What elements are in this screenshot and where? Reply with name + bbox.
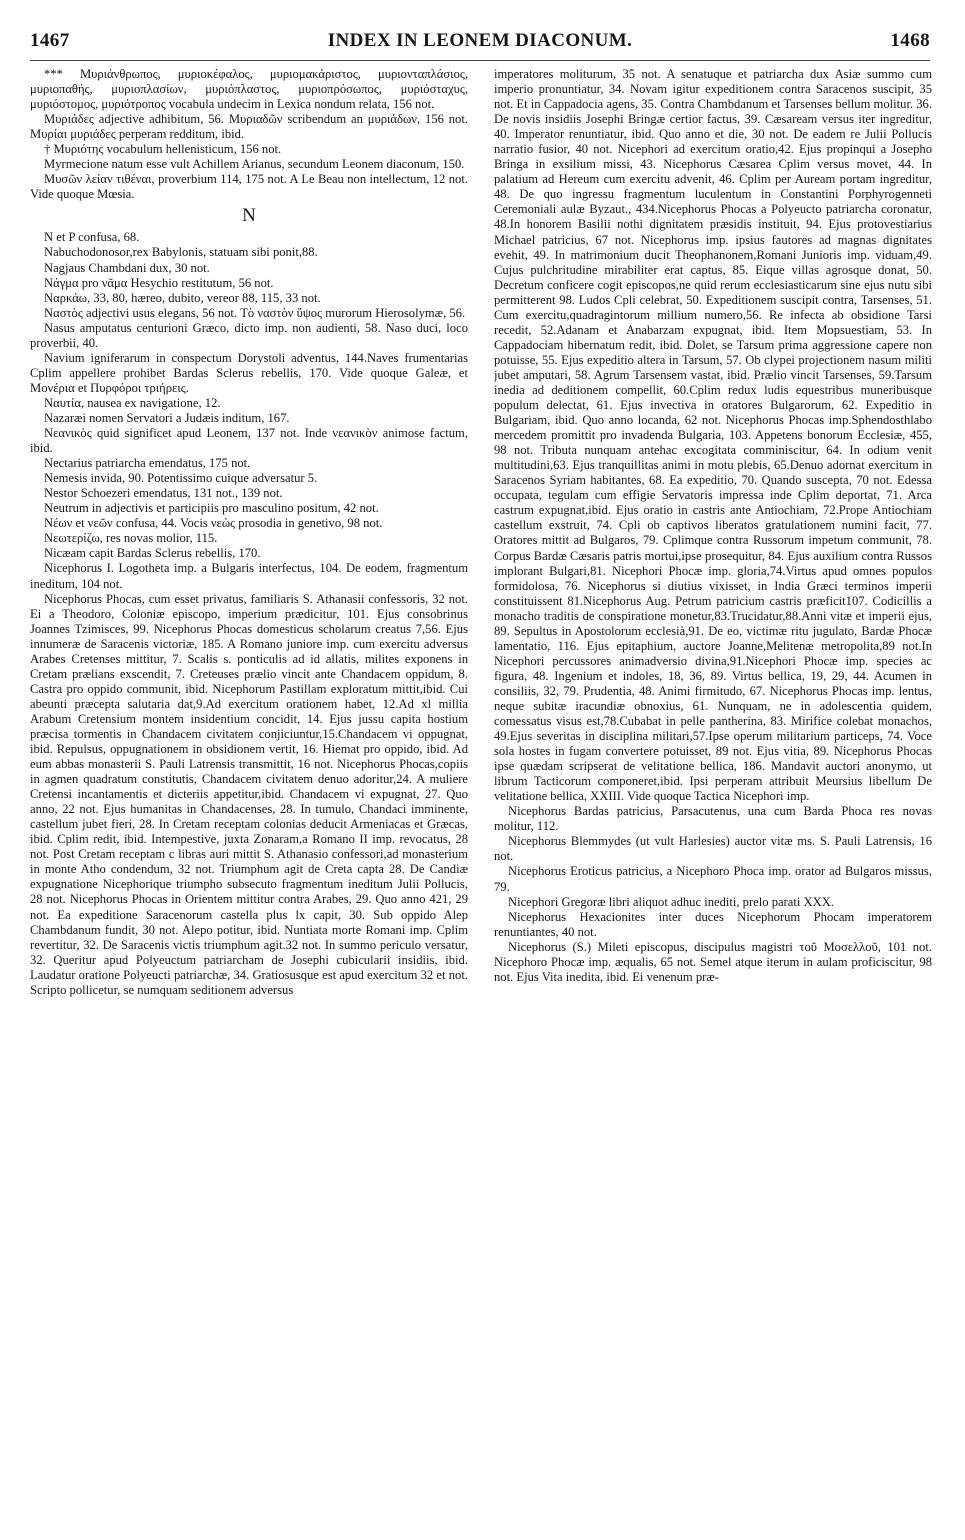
right-column [494,67,932,1527]
index-entry: Nicephorus Hexacionites inter duces Nicephorum Phocam imperatorem renuntiantes, 40 not. [494,909,932,939]
index-entry: Nicephorus Bardas patricius, Parsacutenus, una cum Barda Phoca res novas molitur, 112. [494,804,932,834]
index-entry: Ναρκάω, 33, 80, hæreo, dubito, vereor 88, 115, 33 not. [44,290,321,305]
index-entry: Navium igniferarum in conspectum Dorystoli adventus, 144.Naves frumentarias Cplim appellere prohibet Bardas Sclerus rebellis, 170. Vide quoque Galeæ, et Μονέρια et Πυρφόροι τριήρεις. [30,350,468,395]
index-entry: Μυριάδες adjective adhibitum, 56. Μυριαδῶν scribendum an μυριάδων, 156 not. Μυρίαι μυριάδες perperam redditum, ibid. [30,112,468,142]
index-entry: Μυσῶν λείαν τιθέναι, proverbium 114, 175 not. A Le Beau non intellectum, 12 not. Vide quoque Mœsia. [30,172,468,202]
index-entry: † Μυριότης vocabulum hellenisticum, 156 not. [44,142,282,157]
index-entry: Nectarius patriarcha emendatus, 175 not. [44,456,251,471]
index-entry: Nestor Schoezeri emendatus, 131 not., 139 not. [44,486,283,501]
page-number-right: 1468 [890,30,930,51]
index-entry: Ναστὸς adjectivi usus elegans, 56 not. Τὸ ναστὸν ὕψος murorum Hierosolymæ, 56. [44,305,466,320]
index-entry: *** Μυριάνθρωπος, μυριοκέφαλος, μυριομακάριστος, μυριονταπλάσιος, μυριοπαθής, μυριοπλασίων, μυριόπλαστος, μυριοπρόσωπος, μυριόσταχυς, μυριόστομος, μυριότροπος vocabula undecim in Lexica nondum relata, 156 not. [30,67,468,112]
index-entry: Nicephorus (S.) Mileti episcopus, discipulus magistri τοῦ Μοσελλοῦ, 101 not. Nicephoro Phocæ imp. æqualis, 65 not. Semel atque iterum in aulam proficiscitur, 98 not. Ejus Vita inedita, ibid. Ei venenum præ- [494,939,932,984]
index-entry: Ναυτία, nausea ex navigatione, 12. [44,395,221,410]
index-entry: Nagjaus Chambdani dux, 30 not. [44,260,210,275]
header-rule [30,60,930,61]
index-entry: Nicephorus I. Logotheta imp. a Bulgaris interfectus, 104. De eodem, fragmentum ineditum, 104 not. [30,561,468,591]
left-column [30,67,468,1527]
index-entry: Nicæam capit Bardas Sclerus rebellis, 170. [44,546,261,561]
page-number-left: 1467 [30,30,70,51]
index-entry: Nasus amputatus centurioni Græco, dicto imp. non audienti, 58. Naso duci, loco proverbii, 40. [30,320,468,350]
index-entry: Νάγμα pro νᾶμα Hesychio restitutum, 56 not. [44,275,274,290]
index-entry: N et P confusa, 68. [44,230,140,245]
index-entry: Nicephorus Phocas, cum esset privatus, familiaris S. Athanasii confessoris, 32 not. Ei a Theodoro, Coloniæ episcopo, imperium prædicitur, 101. Ejus consobrinus Joannes Tzimisces, 99. Nicephorus Phocas domesticus scholarum creatus 7,56. Ejus innumeræ de Saracenis victoriæ, 185. A Romano juniore imp. cum exercitu adversus Arabes Cretenses mittitur, 7. Scalis s. ponticulis ad id allatis, milites exponens in Cretam prælians exscendit, 7. Creteuses prælio vincit ante Chandacem oppidum, 8. Castra pro oppido communit, ibid. Nicephorum Pastillam exploratum mittit,ibid. Cui abeunti præcepta salutaria dat,9.Ad exercitum orationem habet, 12.Ad xl millia Arabum Cretensium montem insidentium concidit, 14. Ejus jussu capita hostium præcisa tormentis in Chandacem civitatem conjiciuntur,15.Chandacem vi oppugnat, ibid. Repulsus, oppugnationem in obsidionem vertit, 16. Hiemat pro oppido, ibid. Ad eum abbas monasterii S. Pauli Latrensis transmittit, 16 not. Nicephorus Phocas,copiis in agmen quadratum constitutis, Chandacem civitatem denuo adoritur,24. A muliere Cretensi incantamentis et dicteriis appetitur,ibid. Chandacem vi expugnat, 27. Quo anno, 22 not. Ejus humanitas in Chandacenses, 28. In tumulo, Chandaci imminente, castellum jubet fieri, 28. In Cretam receptam colonias deducit Armeniacas et Græcas, ibid. Cplim redit, ibid. Intempestive, juxta Zonaram,a Romano II imp. revocatus, 28 not. Post Cretam receptam c libras auri mittit S. Athanasio confessori,ad monasterium in monte Atho condendum, 32 not. Triumphum agit de Creta capta 28. De Candiæ expugnatione Nicephorique triumpho subsecuto fragmentum ineditum Julii Pollucis, 28 not. Nicephorus Phocas in Orientem mittitur contra Arabes, 29. Quo anno 421, 29 not. Ea expeditione Saracenorum castella plus lx capit, 30. Sub oppido Alep Chambdanum fundit, 30 not. Alepo potitur, ibid. Nuntiata morte Romani imp. Cplim revertitur, 32. De Saracenis victis triumphum agit.32 not. In summo periculo versatur, 32. Queritur apud Polyeuctum patriarcham de Josephi cubicularii insidiis, ibid. Laudatur oratione Polyeucti patriarchæ, 34. Gratiosusque est apud exercitum 32 et not. Scripto pollicetur, se numquam seditionem adversus [30,591,468,997]
index-entry: Nabuchodonosor,rex Babylonis, statuam sibi ponit,88. [44,245,318,260]
index-entry: Nicephori Gregoræ libri aliquot adhuc inediti, prelo parati XXX. [508,894,834,909]
index-entry: Myrmecione natum esse vult Achillem Arianus, secundum Leonem diaconum, 150. [44,157,465,172]
index-entry: Νεανικὸς quid significet apud Leonem, 137 not. Inde νεανικὸν animose factum, ibid. [30,426,468,456]
index-entry: Nicephorus Blemmydes (ut vult Harlesies) auctor vitæ ms. S. Pauli Latrensis, 16 not. [494,834,932,864]
section-letter-heading: N [242,205,256,227]
index-entry: Νεωτερίζω, res novas molior, 115. [44,531,218,546]
page-header [30,30,930,56]
index-entry: Nicephorus Eroticus patricius, a Nicephoro Phoca imp. orator ad Bulgaros missus, 79. [494,864,932,894]
index-entry: Nazaræi nomen Servatori a Judæis inditum, 167. [44,410,290,425]
page-title: INDEX IN LEONEM DIACONUM. [327,30,633,51]
index-entry: Nemesis invida, 90. Potentissimo cuique adversatur 5. [44,471,318,486]
index-entry: Νέων et νεῶν confusa, 44. Vocis νεὼς prosodia in genetivo, 98 not. [44,516,383,531]
index-entry-continued: imperatores moliturum, 35 not. A senatuque et patriarcha dux Asiæ summo cum imperio pronuntiatur, 34. Novam igitur expeditionem contra Saracenos suscipit, 35 not. Et in Cappadocia agens, 35. Contra Chambdanum et Tarsenses bellum molitur. 36. De novis insidiis Josephi Bringæ certior factus, 39. Cæsaream versus iter ingreditur, 40. Imperator renuntiatur, ibid. Quo anno et die, 30 not. De eadem re Julii Pollucis narratio fusior, 40 not. Nicephori ad exercitum oratio,42. Ejus propinqui a Josepho Bringa in exsilium missi, 43. Nicephorus Cæsarea Cplim versus movet, 44. In palatium ad Hereum cum exercitu advenit, 46. Cplim per Auream portam ingreditur, 48. De quo ingressu fragmentum luculentum in Constantini Porphyrogenneti Ceremoniali aulæ Byzaut., 434.Nicephorus Phocas a Polyeucto patriarcha coronatur, 48.In honorem Basilii nothi dignitatem præsidis instituit, 94. Ejus protovestiarius Michael patricius, 67 not. Nicephorus imp. ipsius fautores ad magnas dignitates evehit, 49. In matrimonium ducit Theophanonem,Romani Junioris imp. viduam,49. Cujus pulchritudine mirabiliter erat captus, 85. Eique villas agrosque donat, 50. Decretum conficere cogit episcopos,ne quid rerum ecclesiasticarum sine ejus nutu sibi permitterent 98. Ludos Cpli celebrat, 50. Expeditionem suscipit contra, Tarsenses, 51. Cum exercitu,quadragintorum millium numero,56. Re infecta ab obsidione Tarsi recedit, 52.Adanam et Anabarzam expugnat, ibid. Item Mopsuestiam, 53. In Cappadociam hibernatum redit, ibid. Dolet, se Tarsum prima aggressione capere non potuisse, 55. Ejus expeditio altera in Tarsum, 57. Ob clypei projectionem nasum militi jubet amputari, 58. Agrum Tarsensem vastat, ibid. Prælio vincit Tarsenses, 59.Tarsum inedia ad deditionem compellit, 60.Cplim redux ludis equestribus muneribusque populum delectat, 61. Ejus invectiva in oratores Bulgarorum, 62. Expeditio in Bulgariam, ibid. Quo anno locanda, 62 not. Nicephorus Phocas imp.Sphendosthlabo mercedem promittit pro invadenda Bulgaria, 103. Appetens bonorum Ecclesiæ, 455, 98 not. Tributa nunquam antehac excogitata comminiscitur, 64. In odium venit multitudini,63. Ejus tranquillitas animi in motu plebis, 65.Denuo adornat exercitum in Saracenos Syriam habitantes, 68. Ea expeditio, 70. Quando suscepta, 70 not. Edessa occupata, tegulam cum effigie Servatoris impressa inde Cplim deportat, 71. Arca castrum expugnat,ibid. Ejus oratio in castris ante Antiochiam, 72.Prope Antiochiam castellum exstruit, 74. Cpli ob captivos liberatos gratulationem numini facit, 77. Oratores mittit ad Bulgaros, 79. Cplimque contra Russorum impetum communit, 78. Corpus Bardæ Cæsaris patris mortui,ipse prosequitur, 84. Ejus auxilium contra Russos implorant Bulgari,81. Nicephori Phocæ imp. gloria,74.Virtus apud omnes populos formidolosa, 76. Nicephorus si diutius vixisset, in India Græci terminos imperii constituissent 81.Nicephorus Aug. Petrum patricium castris præficit107. Codicillis a monacho traditis de conspiratione monetur,83.Trucidatur,88.Anni vitæ et imperii ejus, 89. Sepultus in Apostolorum ecclesià,91. De eo, victimæ ritu jugulato, Bardæ Phocæ lamentatio, 116. Ejus epitaphium, auctore Joanne,Melitenæ metropolita,89 not.In Nicephori percussores animadversio divina,91.Nicephori Phocæ imp. species ac figura, 48. Ingenium et indoles, 18, 36, 89. Virtus bellica, 19, 29, 44. Acumen in consiliis, 32, 79. Prudentia, 48. Animi firmitudo, 67. Nicephorus Phocas imp. lentus, neque subitæ iracundiæ obnoxius, 61. Nunquam, ne in adolescentia quidem, comessatus visus est,78.Cubabat in pelle pantherina, 83. Mirifice colebat monachos, 49.Ejus severitas in disciplina militari,57.Ipse operum militarium particeps, 74. Voce sola hostes in fugam convertere potuisset, 89 not. Ejus vitia, 89. Nicephorus Phocas ipse quædam scripserat de velitatione bellica, 186. Mandavit auctori anonymo, ut librum Tacticorum componeret,ibid. Ipsi perperam attribuit Meursius libellum De velitatione bellica, XXIII. Vide quoque Tactica Nicephori imp. [494,67,932,804]
index-entry: Neutrum in adjectivis et participiis pro masculino positum, 42 not. [44,501,379,516]
